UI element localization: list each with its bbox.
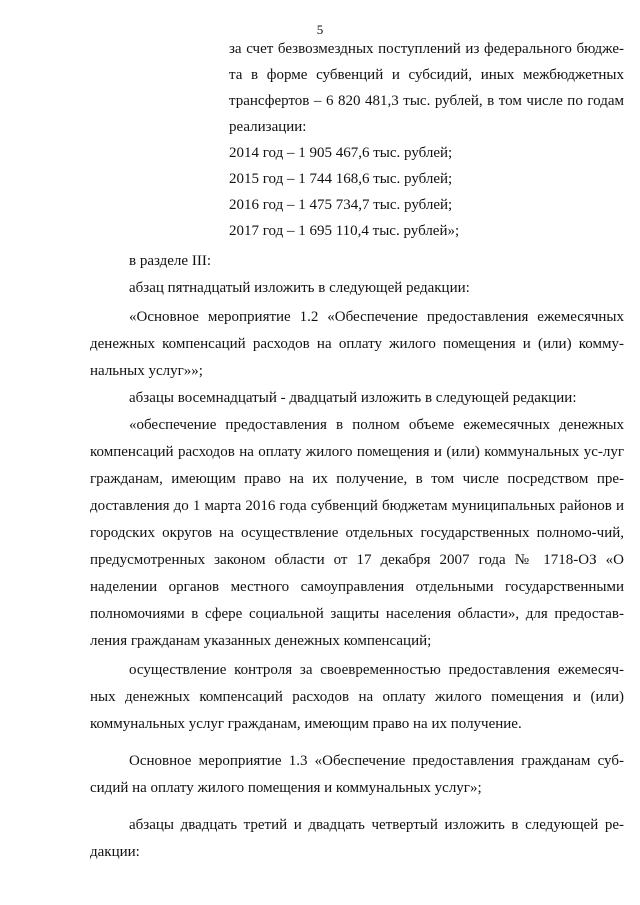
funding-year-2016: 2016 год – 1 475 734,7 тыс. рублей; bbox=[229, 197, 453, 213]
paragraph-provision-compensations: «обеспечение предоставления в полном объеме ежемесячных денежных компенсаций расходов на оплату жилого помещения и (или) коммунальных ус-луг гражданам, имеющим право на их получение, в том числе посредством пре-доставления до 1 марта 2016 года субвенций бюджетам муниципальных районов и городских округов на осуществление отдельных государственных полномо-чий, предусмотренных законом области от 17 декабря 2007 года № 1718-ОЗ «О наделении органов местного самоуправления отдельными государственными полномочиями в сфере социальной защиты населения области», для предостав-ления гражданам указанных денежных компенсаций; bbox=[90, 417, 624, 649]
funding-year-2015: 2015 год – 1 744 168,6 тыс. рублей; bbox=[229, 171, 453, 187]
paragraph-measure-1-2: «Основное мероприятие 1.2 «Обеспечение предоставления ежемесячных денежных компенсаций расходов на оплату жилого помещения и (или) комму-нальных услуг»»; bbox=[90, 309, 624, 379]
paragraph-measure-1-3: Основное мероприятие 1.3 «Обеспечение предоставления гражданам суб-сидий на оплату жилого помещения и коммунальных услуг»; bbox=[90, 753, 624, 796]
funding-year-2017: 2017 год – 1 695 110,4 тыс. рублей»; bbox=[229, 223, 460, 239]
paragraph-twenty-third-instruction: абзацы двадцать третий и двадцать четвертый изложить в следующей ре-дакции: bbox=[90, 817, 624, 860]
funding-block bbox=[229, 36, 624, 244]
document-body bbox=[90, 248, 624, 866]
page-number: 5 bbox=[316, 22, 324, 37]
funding-years-list bbox=[229, 140, 624, 244]
funding-year-2014: 2014 год – 1 905 467,6 тыс. рублей; bbox=[229, 145, 453, 161]
paragraph-control: осуществление контроля за своевременностью предоставления ежемесяч-ных денежных компенсаций расходов на оплату жилого помещения и (или) коммунальных услуг гражданам, имеющим право на их получение. bbox=[90, 662, 624, 732]
paragraph-eighteenth-instruction: абзацы восемнадцатый - двадцатый изложить в следующей редакции: bbox=[129, 390, 577, 406]
funding-text: за счет безвозмездных поступлений из федерального бюдже-та в форме субвенций и субсидий, иных межбюджетных трансфертов – 6 820 481,3 тыс. рублей, в том числе по годам реализации: bbox=[229, 41, 624, 135]
paragraph-fifteenth-instruction: абзац пятнадцатый изложить в следующей редакции: bbox=[129, 280, 470, 296]
paragraph-section-iii: в разделе III: bbox=[129, 253, 211, 269]
